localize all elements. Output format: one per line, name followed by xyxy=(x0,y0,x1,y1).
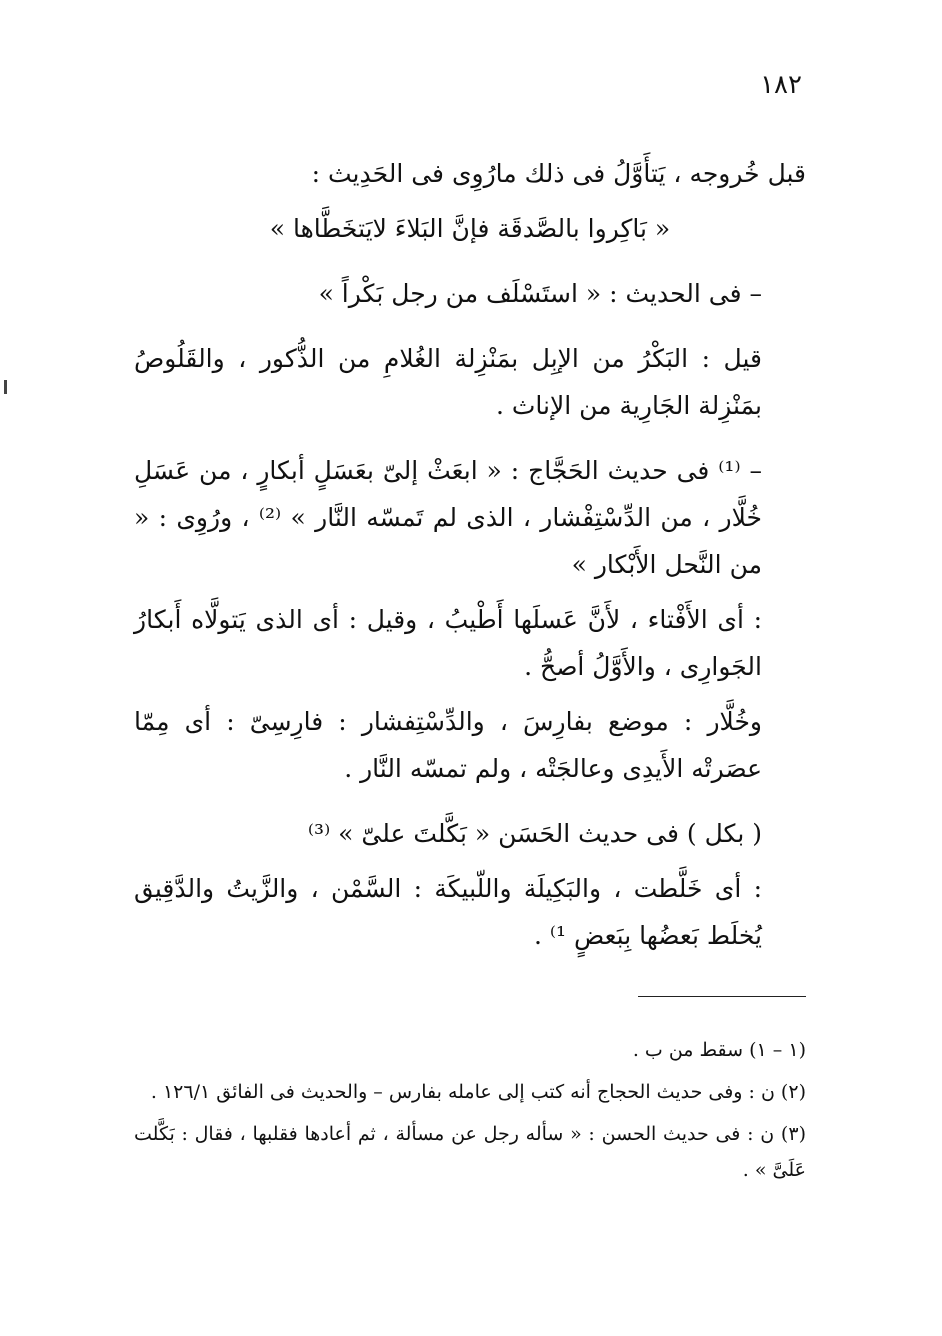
paragraph: قيل : البَكْرُ من الإبِل بمَنْزِلة الغُلامِ من الذُّكور ، والقَلُوصُ بمَنْزِلة الجَارِية من الإناث . xyxy=(134,344,762,420)
entry-heading: ( بكل ) فى حديث الحَسَن « بَكَّلتَ علىّ » ⁽³⁾ xyxy=(307,819,762,848)
paragraph: : أى خَلَّطت ، والبَكِيلَة واللّبيكَة : السَّمْن ، والزَّيتُ والدَّقِيق يُخلَط بَعضُها بِبَعضٍ ¹⁾ . xyxy=(134,874,762,950)
footnotes xyxy=(134,1032,806,1194)
hadith-quote: « بَاكِروا بالصَّدقَة فإنَّ البَلاءَ لايَتخَطَّاها » xyxy=(269,214,671,243)
paragraph: – ⁽¹⁾ فى حديث الحَجَّاج : « ابعَثْ إلىّ بعَسَلٍ أبكارٍ ، من عَسَلِ خُلَّار ، من الدِّسْتِفْشار ، الذى لم تَمسّه النَّار » ⁽²⁾ ، ورُوِى : « من النَّحل الأَبْكار » xyxy=(134,456,762,579)
paragraph: قبل خُروجه ، يَتأَوَّلُ فى ذلك مارُوِى فى الحَدِيث : xyxy=(311,159,806,188)
paragraph: – فى الحديث : « استَسْلَف من رجل بَكْراً » xyxy=(318,279,762,308)
footnote: (١ – ١) سقط من ب . xyxy=(632,1039,806,1061)
footnote: (٣) ن : فى حديث الحسن : « سأله رجل عن مسألة ، ثم أعادها فقلبها ، فقال : بَكَّلت عَلَىَّ » . xyxy=(134,1123,806,1181)
page-number: ١٨٢ xyxy=(760,70,802,100)
footnote-divider xyxy=(638,996,806,997)
paragraph: : أى الأَفْتاء ، لأَنَّ عَسلَها أَطْيبُ ، وقيل : أى الذى يَتولَّاه أَبكارُ الجَوارِى ، والأَوَّلُ أصحُّ . xyxy=(134,605,762,681)
main-text xyxy=(134,150,806,967)
footnote: (٢) ن : وفى حديث الحجاج أنه كتب إلى عامله بفارس – والحديث فى الفائق ١٢٦/١ . xyxy=(150,1081,806,1103)
scan-edge-mark xyxy=(4,380,7,394)
paragraph: وخُلَّار : موضع بفارِسَ ، والدِّسْتِفشار : فارِسِىّ : أى مِمّا عصَرتْه الأَيدِى وعالجَتْه ، ولم تمسّه النَّار . xyxy=(134,707,762,783)
